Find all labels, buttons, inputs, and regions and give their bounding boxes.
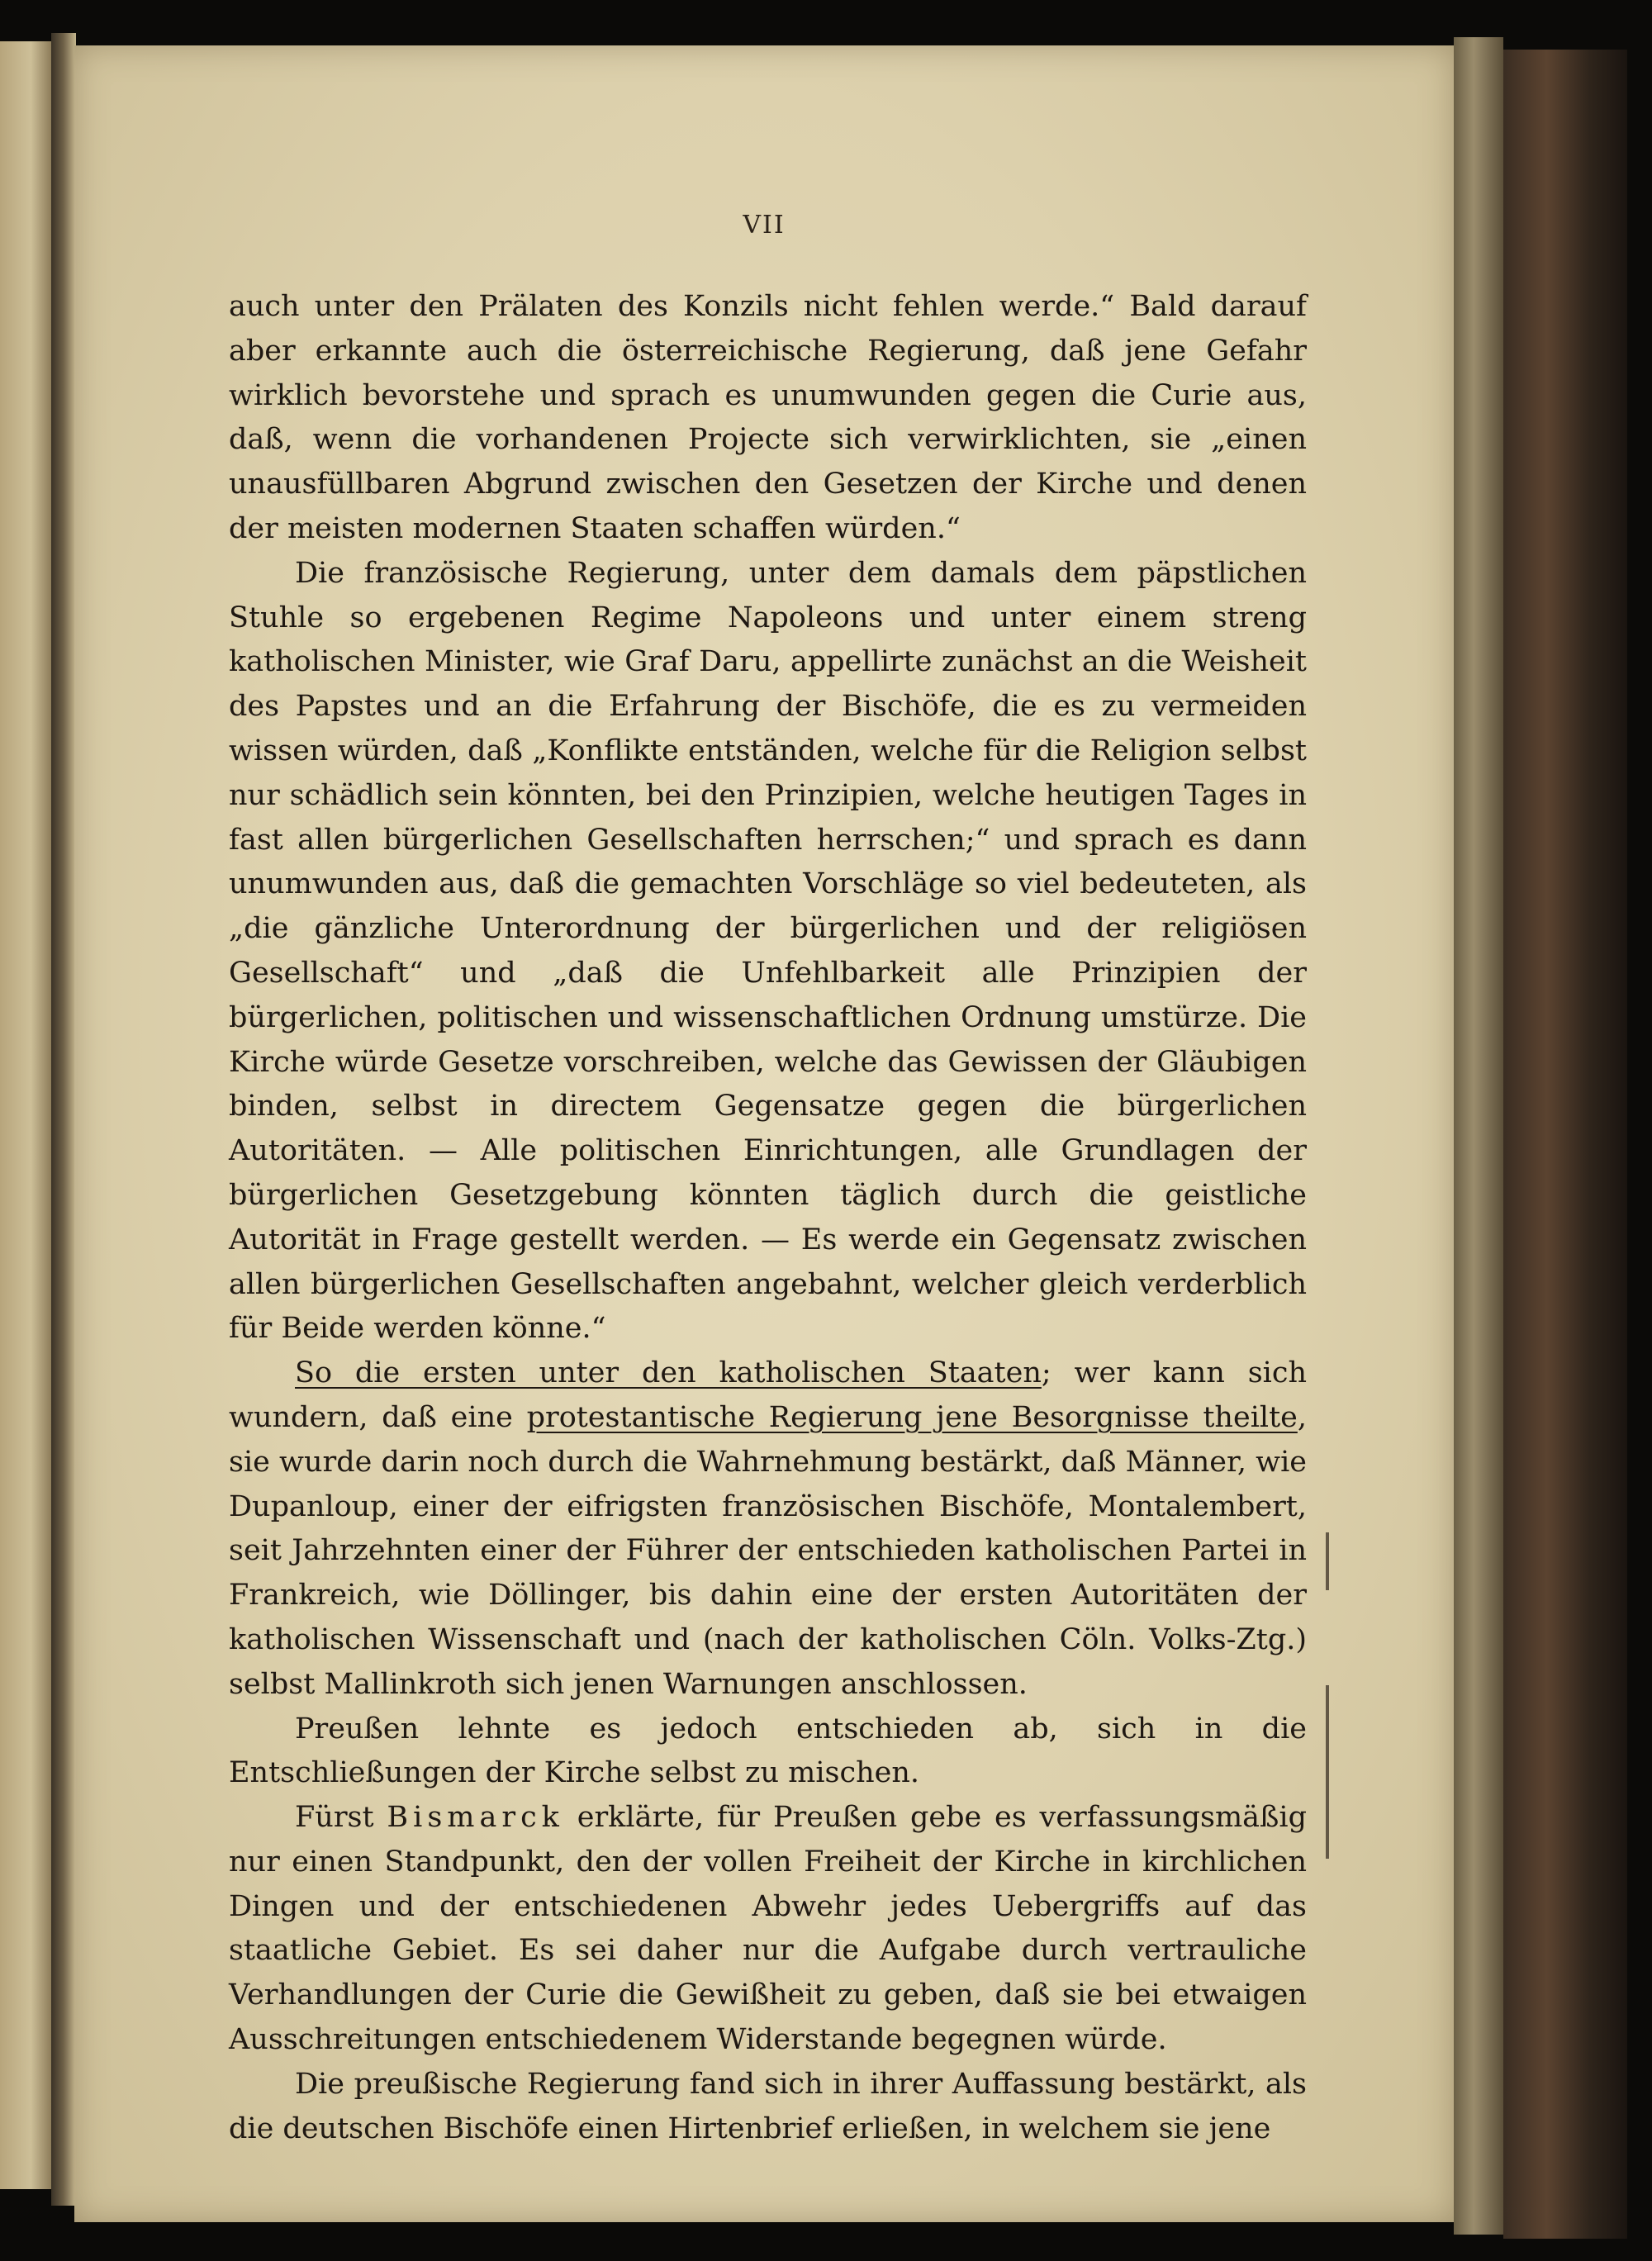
paragraph — [229, 1708, 1307, 1797]
spaced-name: Bismarck — [387, 1801, 564, 1835]
paragraph — [229, 1796, 1307, 2063]
paragraph — [229, 2063, 1307, 2152]
underlined-text: protestantische Regierung jene Besorgnisse theilte — [526, 1400, 1298, 1434]
page-block-edge — [1454, 37, 1503, 2235]
book-gutter — [51, 33, 76, 2206]
text-run: Die französische Regierung, unter dem damals dem päpstlichen Stuhle so ergebenen Regime Napoleons und unter einem streng katholischen Minister, wie Graf Daru, appellirte zunächst an die Weisheit des Papstes und an die Erfahrung der Bischöfe, die es zu vermeiden wissen würden, daß „Konflikte entständen, welche für die Religion selbst nur schädlich sein könnten, bei den Prinzipien, welche heutigen Tages in fast allen bürgerlichen Gesellschaften herrschen;“ und sprach es dann unumwunden aus, daß die gemachten Vorschläge so viel bedeuteten, als „die gänzliche Unterordnung der bürgerlichen und der religiösen Gesellschaft“ und „daß die Unfehlbarkeit alle Prinzipien der bürgerlichen, politischen und wissenschaftlichen Ordnung umstürze. Die Kirche würde Gesetze vorschreiben, welche das Gewissen der Gläubigen binden, selbst in directem Gegensatze gegen die bürgerlichen Autoritäten. — Alle politischen Einrichtungen, alle Grundlagen der bürgerlichen Gesetzgebung könnten täglich durch die geistliche Autorität in Frage gestellt werden. — Es werde ein Gegensatz zwischen allen bürgerlichen Gesellschaften angebahnt, welcher gleich verderblich für Beide werden könne.“ — [229, 556, 1307, 1346]
text-run: Die preußische Regierung fand sich in ihrer Auffassung bestärkt, als die deutschen Bischöfe einen Hirtenbrief erließen, in welchem sie jene — [229, 2067, 1307, 2145]
text-run: Fürst — [295, 1801, 387, 1835]
facing-page-edge — [0, 41, 54, 2189]
text-run: Preußen lehnte es jedoch entschieden ab, sich in die Entschließungen der Kirche selbst zu mischen. — [229, 1712, 1307, 1790]
margin-pencil-mark — [1326, 1685, 1329, 1859]
book-page — [74, 45, 1454, 2222]
paragraph — [229, 285, 1307, 552]
paragraph — [229, 552, 1307, 1351]
text-run: ; wer kann sich wundern, daß eine — [229, 1356, 1307, 1434]
paragraph — [229, 1351, 1307, 1707]
margin-pencil-mark — [1326, 1532, 1329, 1590]
book-cover-board — [1503, 50, 1627, 2239]
text-run: auch unter den Prälaten des Konzils nicht fehlen werde.“ Bald darauf aber erkannte auch die österreichische Regierung, daß jene Gefahr wirklich bevorstehe und sprach es unumwunden gegen die Curie aus, daß, wenn die vorhandenen Projecte sich verwirklichten, sie „einen unausfüllbaren Abgrund zwischen den Gesetzen der Kirche und denen der meisten modernen Staaten schaffen würden.“ — [229, 290, 1307, 545]
page-number: VII — [743, 211, 786, 240]
text-run: , sie wurde darin noch durch die Wahrnehmung bestärkt, daß Männer, wie Dupanloup, einer der eifrigsten französischen Bischöfe, Montalembert, seit Jahrzehnten einer der Führer der entschieden katholischen Partei in Frankreich, wie Döllinger, bis dahin eine der ersten Autoritäten der katholischen Wissenschaft und (nach der katholischen Cöln. Volks-Ztg.) selbst Mallinkroth sich jenen Warnungen anschlossen. — [229, 1400, 1307, 1701]
underlined-text: So die ersten unter den katholischen Staaten — [295, 1356, 1042, 1390]
text-run: erklärte, für Preußen gebe es verfassungsmäßig nur einen Standpunkt, den der vollen Freiheit der Kirche in kirchlichen Dingen und der entschiedenen Abwehr jedes Uebergriffs auf das staatliche Gebiet. Es sei daher nur die Aufgabe durch vertrauliche Verhandlungen der Curie die Gewißheit zu geben, daß sie bei etwaigen Ausschreitungen entschiedenem Widerstande begegnen würde. — [229, 1801, 1307, 2057]
body-text — [229, 285, 1307, 2151]
